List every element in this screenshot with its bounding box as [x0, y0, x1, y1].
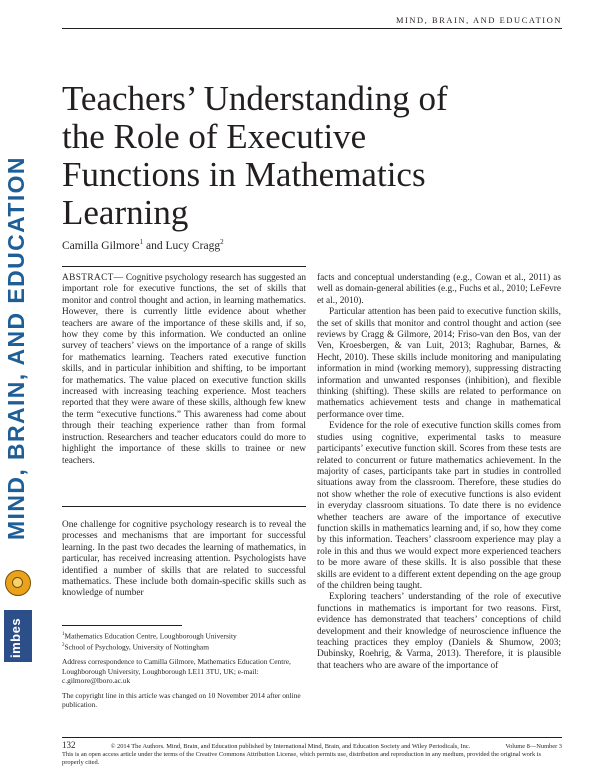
footer-rule	[62, 737, 562, 738]
affiliation-marker: 2	[220, 238, 224, 246]
body-paragraph: One challenge for cognitive psychology research is to reveal the processes and mechanisms that are important for successful learning. In the past two decades the learning of mathematics, in particular, has received increasing attention. Psychologists have identified a number of skills that are related to successful mathematics. These include both domain-specific skills such as knowledge of number	[62, 520, 306, 599]
body-paragraph: facts and conceptual understanding (e.g., Cowan et al., 2011) as well as domain-general abilities (e.g., Fuchs et al., 2010; LeFevre et al., 2010).	[317, 273, 561, 306]
author-separator: and	[143, 239, 166, 252]
abstract-label: ABSTRACT—	[62, 273, 124, 283]
page-footer	[62, 741, 562, 767]
society-seal-icon	[5, 570, 31, 596]
running-header: MIND, BRAIN, AND EDUCATION	[62, 16, 562, 29]
body-paragraph: Exploring teachers’ understanding of the role of executive functions in mathematics is important for two reasons. First, evidence has demonstrated that teachers’ conceptions of child development and their knowledge of neuroscience influence the teaching practices they employ (Daniels & Shumow, 2003; Dubinsky, Roehrig, & Varma, 2013). Therefore, it is plausible that teachers who are aware of the importance of	[317, 592, 561, 671]
author-name: Camilla Gilmore	[62, 239, 140, 252]
author-line	[62, 238, 224, 252]
imbes-logo	[4, 610, 32, 662]
license-text: This is an open access article under the terms of the Creative Commons Attribution License, which permits use, distribution and reproduction in any medium, provided the original work is properly cited.	[62, 751, 542, 766]
abstract-text: Cognitive psychology research has suggested an important role for executive functions, the set of skills that monitor and control thought and action, in learning mathematics. However, there is currently little evidence about whether teachers are aware of the importance of these skills and, if so, how they come by this information. We conducted an online survey of teachers’ views on the importance of a range of skills for mathematics learning. Teachers rated executive function skills, and in particular inhibition and shifting, to be important for mathematics. The value placed on executive function skills increased with increasing teaching experience. Most teachers reported that they were aware of these skills, although few knew the term “executive functions.” This awareness had come about through their teaching experience rather than from formal instruction. Researchers and teacher educators could do more to highlight the importance of these skills to trainee or new teachers.	[62, 273, 306, 466]
affiliation-marker: 1	[139, 238, 144, 246]
imbes-logo-text: imbes	[8, 617, 23, 658]
volume-info: Volume 8—Number 3	[505, 743, 562, 750]
correspondence-note: Address correspondence to Camilla Gilmore, Mathematics Education Centre, Loughborough University, Loughborough LE11 3TU, UK; e-mail: c.gilmore@lboro.ac.uk	[62, 657, 291, 685]
body-paragraph: Evidence for the role of executive function skills comes from studies using cognitive, experimental tasks to measure participants’ executive function skill. Scores from these tests are related to concurrent or future mathematics achievement. In the majority of cases, participants take part in studies in controlled situations away from the classroom. Therefore, these studies do not show whether the role of executive functions is also evident in everyday classroom situations. To date there is no evidence whether teachers are aware of the importance of executive function skills in mathematics learning and, if so, how they come by this information. Teachers’ classroom experience may play a role in this and thus we would expect more experienced teachers to be more aware of these skills. It is also possible that these skills are evident to a different extent depending on the age group of the children being taught.	[317, 421, 561, 591]
body-column-left	[62, 520, 306, 600]
article-title: Teachers’ Understanding of the Role of Executive Functions in Mathematics Learning	[62, 79, 448, 232]
copyright-note: The copyright line in this article was changed on 10 November 2014 after online publication.	[62, 690, 301, 710]
footnotes	[62, 630, 306, 709]
footnote-rule	[62, 625, 182, 626]
affiliation-note: $^2$School of Psychology, University of Nottingham	[62, 642, 209, 652]
journal-sidebar-title: MIND, BRAIN, AND EDUCATION	[3, 156, 29, 540]
abstract-rule	[62, 266, 306, 267]
abstract	[62, 273, 306, 467]
author-name: Lucy Cragg	[165, 239, 221, 252]
abstract-rule	[62, 506, 306, 507]
page-number: 132	[62, 740, 76, 750]
copyright-line: © 2014 The Authors. Mind, Brain, and Education published by International Mind, Brain, and Education Society and Wiley Periodicals, Inc.	[110, 743, 471, 750]
affiliation-note: $^1$Mathematics Education Centre, Loughborough University	[62, 631, 237, 641]
body-column-right	[317, 273, 561, 672]
body-paragraph: Particular attention has been paid to executive function skills, the set of skills that monitor and control thought and action (see reviews by Cragg & Gilmore, 2014; Friso-van den Bos, van der Ven, Kroesbergen, & van Luit, 2013; Raghubar, Barnes, & Hecht, 2010). These skills include monitoring and manipulating information in mind (working memory), suppressing distracting information and unwanted responses (inhibition), and flexible thinking (shifting). These skills are related to performance on mathematics achievement tests and change in mathematical performance over time.	[317, 307, 561, 420]
